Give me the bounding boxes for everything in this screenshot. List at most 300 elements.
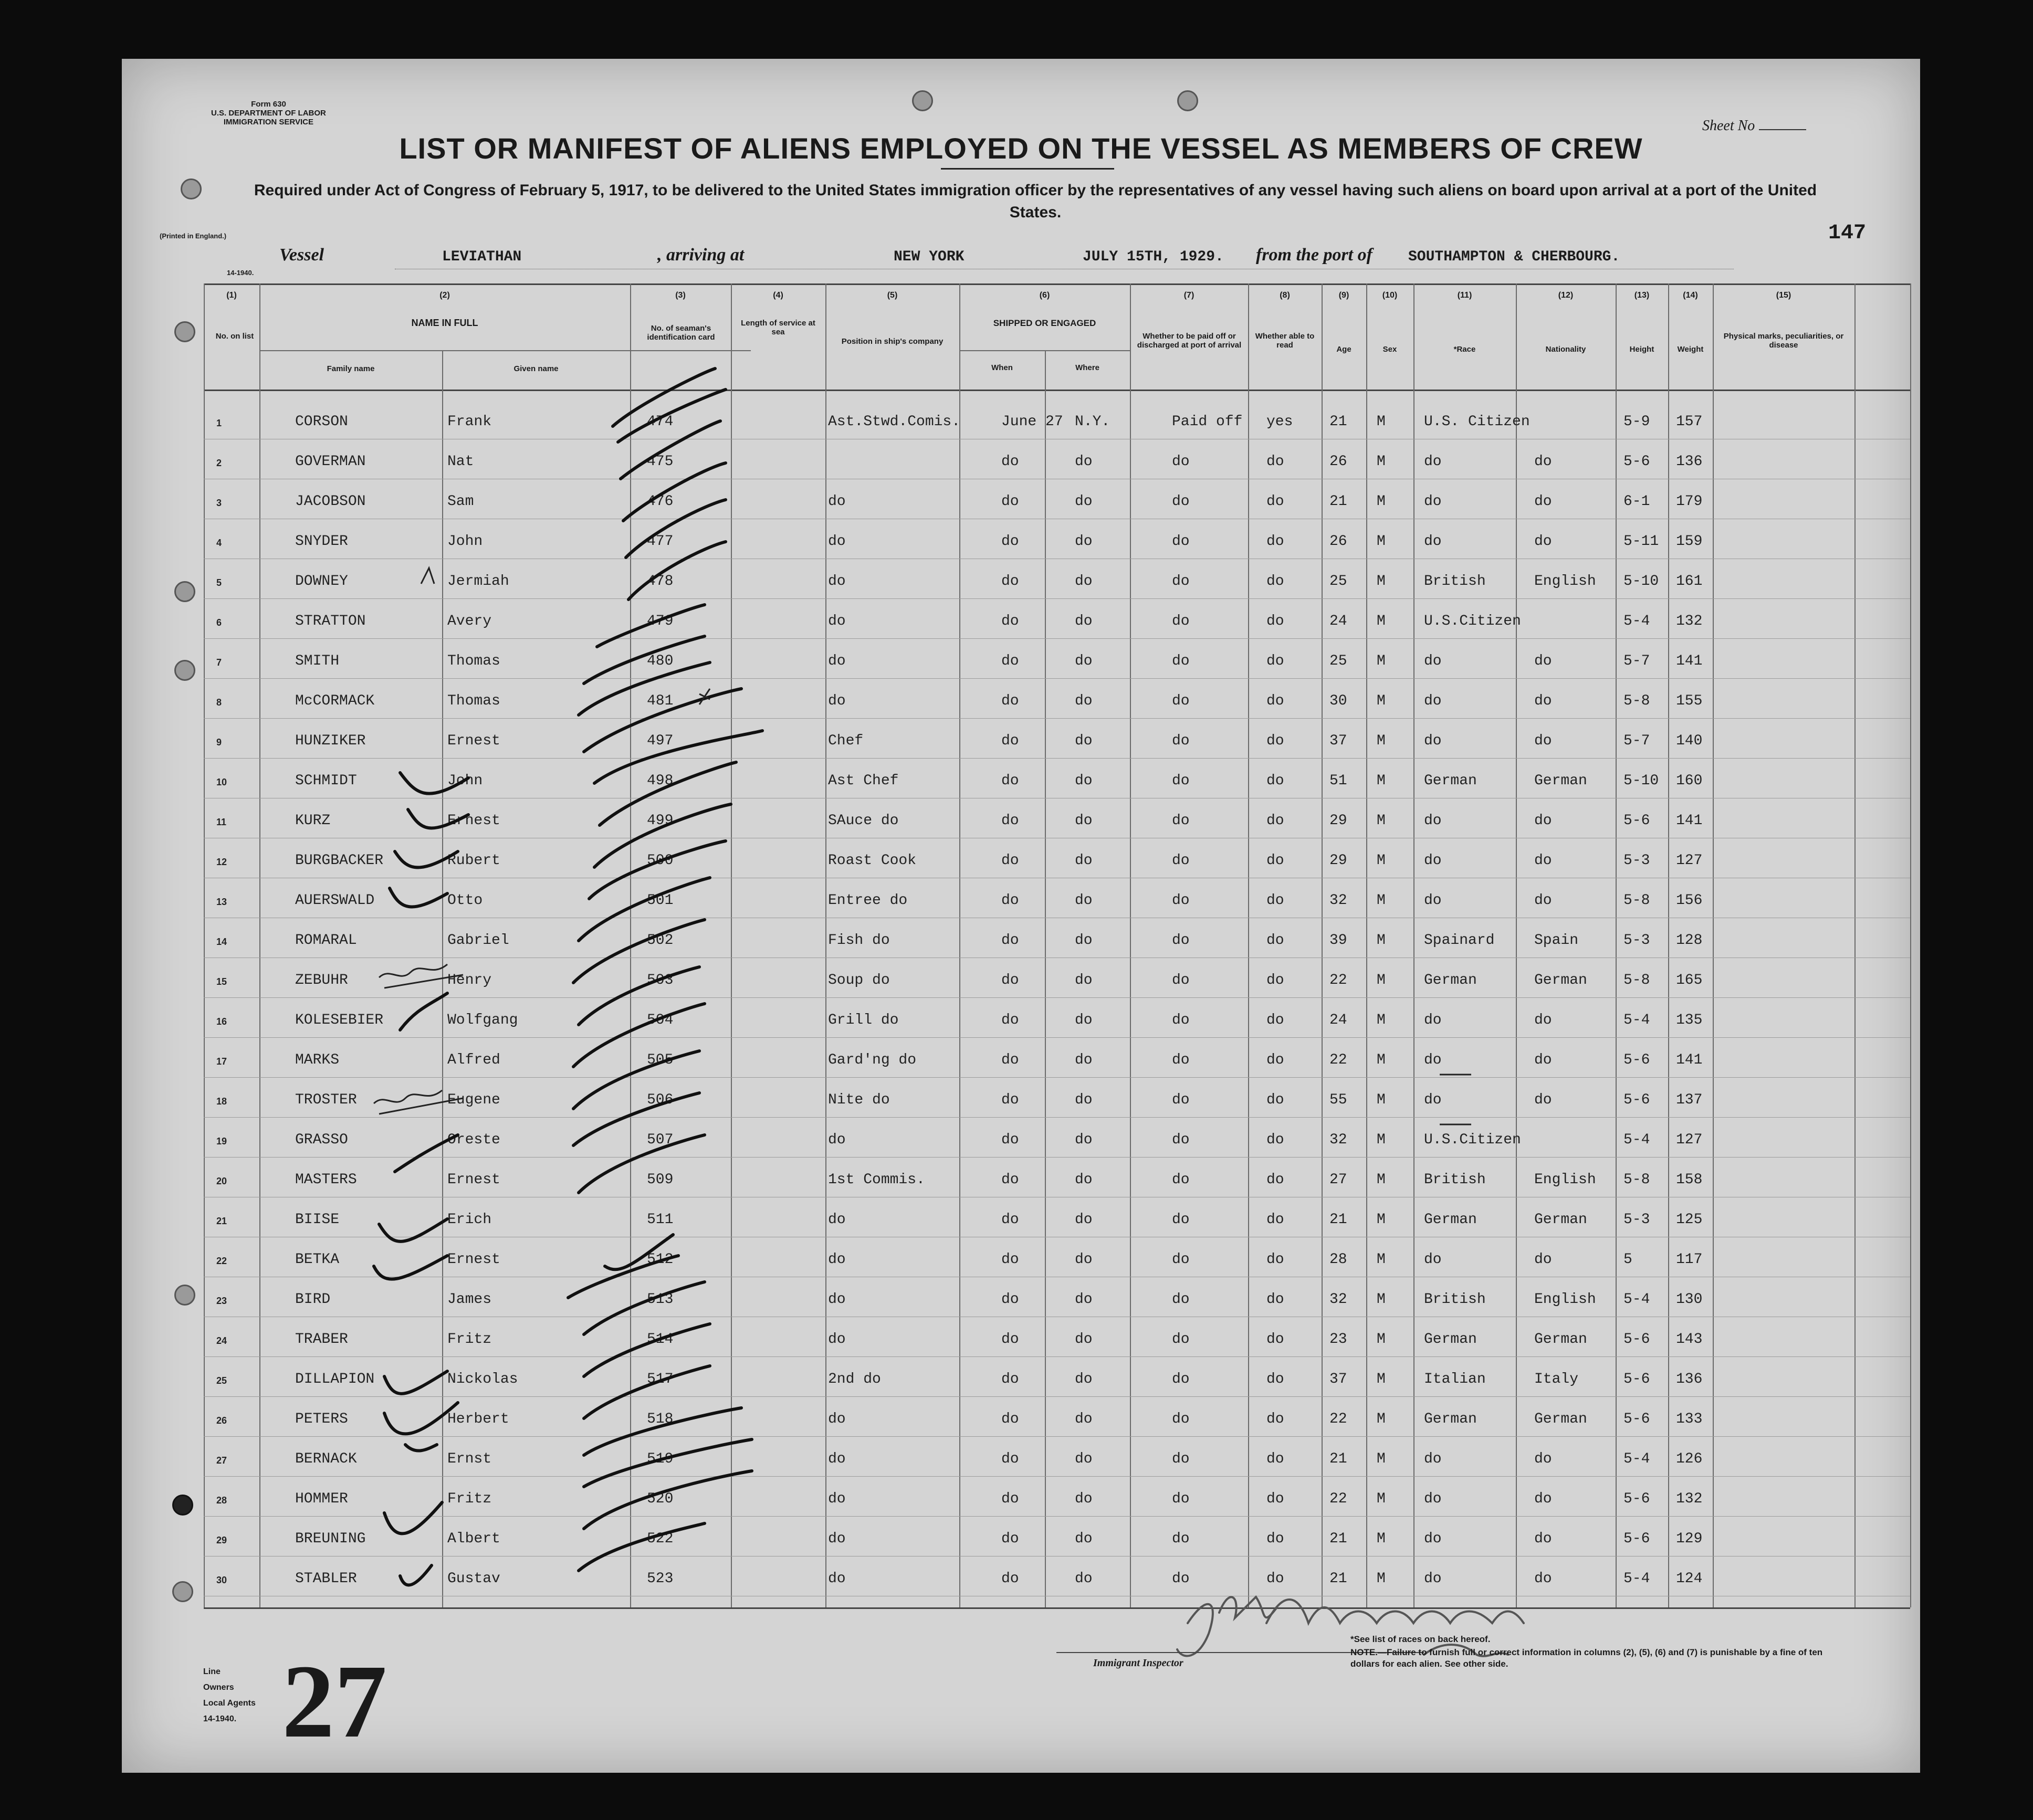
- height-cell: 5-8: [1623, 972, 1650, 988]
- given-name-cell: Nat: [447, 454, 474, 470]
- given-name-cell: James: [447, 1291, 492, 1308]
- sex-cell: M: [1377, 613, 1386, 629]
- race-cell: U.S. Citizen: [1424, 414, 1530, 430]
- check-mark: [379, 1219, 447, 1242]
- shipped-when-cell: do: [1001, 1052, 1019, 1068]
- position-cell: 1st Commis.: [828, 1172, 925, 1188]
- hdr-name-in-full: NAME IN FULL: [411, 318, 478, 328]
- nationality-cell: Spain: [1534, 932, 1579, 949]
- nationality-cell: German: [1534, 773, 1587, 789]
- height-cell: 5-6: [1623, 1491, 1650, 1507]
- height-cell: 5-10: [1623, 773, 1659, 789]
- age-cell: 22: [1329, 1411, 1347, 1427]
- from-port-label: from the port of: [1256, 245, 1372, 265]
- age-cell: 30: [1329, 693, 1347, 709]
- family-name-cell: ROMARAL: [295, 932, 357, 949]
- owners-label: Owners: [203, 1683, 234, 1692]
- row-number-cell: 8: [216, 697, 222, 708]
- row-number-cell: 12: [216, 857, 227, 867]
- given-name-cell: Erich: [447, 1212, 492, 1228]
- age-cell: 39: [1329, 932, 1347, 949]
- shipped-when-cell: do: [1001, 1411, 1019, 1427]
- race-cell: do: [1424, 733, 1442, 749]
- shipped-when-cell: do: [1001, 932, 1019, 949]
- nationality-cell: Italy: [1534, 1371, 1579, 1387]
- given-name-cell: Gustav: [447, 1571, 500, 1587]
- able-to-read-cell: do: [1266, 1172, 1284, 1188]
- row-number-cell: 14: [216, 937, 227, 947]
- race-cell: do: [1424, 1531, 1442, 1547]
- shipped-when-cell: do: [1001, 1291, 1019, 1308]
- shipped-when-cell: do: [1001, 1172, 1019, 1188]
- shipped-when-cell: do: [1001, 1371, 1019, 1387]
- sex-cell: M: [1377, 813, 1386, 829]
- printed-in: (Printed in England.): [160, 232, 227, 240]
- shipped-when-cell: do: [1001, 773, 1019, 789]
- nationality-cell: do: [1534, 653, 1552, 669]
- weight-cell: 159: [1676, 533, 1703, 550]
- id-card-number-cell: 503: [647, 972, 674, 988]
- service: IMMIGRATION SERVICE: [223, 118, 313, 127]
- row-number-cell: 5: [216, 577, 222, 588]
- family-name-cell: KURZ: [295, 813, 331, 829]
- hdr-no-on-list: No. on list: [215, 332, 254, 341]
- weight-cell: 155: [1676, 693, 1703, 709]
- position-cell: do: [828, 533, 846, 550]
- given-name-cell: Albert: [447, 1531, 500, 1547]
- nationality-cell: German: [1534, 1212, 1587, 1228]
- vessel-name: LEVIATHAN: [442, 249, 522, 265]
- given-name-cell: Avery: [447, 613, 492, 629]
- id-card-number-cell: 522: [647, 1531, 674, 1547]
- check-mark: [623, 463, 726, 521]
- paid-off-cell: do: [1172, 1212, 1190, 1228]
- race-cell: do: [1424, 1571, 1442, 1587]
- nationality-cell: do: [1534, 1012, 1552, 1028]
- given-name-cell: John: [447, 773, 483, 789]
- sex-cell: M: [1377, 892, 1386, 909]
- race-footnote: *See list of races on back hereof.: [1350, 1634, 1491, 1644]
- position-cell: do: [828, 1571, 846, 1587]
- row-number-cell: 1: [216, 418, 222, 428]
- weight-cell: 132: [1676, 1491, 1703, 1507]
- hdr-position: Position in ship's company: [841, 337, 944, 346]
- nationality-cell: English: [1534, 1291, 1596, 1308]
- check-mark: [584, 1366, 710, 1418]
- row-number-cell: 24: [216, 1335, 227, 1346]
- given-name-cell: Alfred: [447, 1052, 500, 1068]
- col-num: (11): [1457, 291, 1472, 300]
- row-number-cell: 22: [216, 1256, 227, 1266]
- id-card-number-cell: 520: [647, 1491, 674, 1507]
- id-card-number-cell: 481: [647, 693, 674, 709]
- race-cell: U.S.Citizen: [1424, 1132, 1521, 1148]
- race-cell: German: [1424, 773, 1477, 789]
- position-cell: SAuce do: [828, 813, 899, 829]
- paid-off-cell: do: [1172, 493, 1190, 510]
- able-to-read-cell: do: [1266, 892, 1284, 909]
- nationality-cell: do: [1534, 892, 1552, 909]
- shipped-when-cell: do: [1001, 1491, 1019, 1507]
- shipped-where-cell: do: [1075, 653, 1093, 669]
- sex-cell: M: [1377, 1331, 1386, 1348]
- hdr-physical: Physical marks, peculiarities, or disease: [1723, 332, 1844, 350]
- age-cell: 26: [1329, 454, 1347, 470]
- position-cell: Roast Cook: [828, 853, 917, 869]
- given-name-cell: Henry: [447, 972, 492, 988]
- sex-cell: M: [1377, 733, 1386, 749]
- able-to-read-cell: do: [1266, 813, 1284, 829]
- hdr-given-name: Given name: [514, 364, 559, 373]
- row-number-cell: 4: [216, 538, 222, 548]
- position-cell: do: [828, 693, 846, 709]
- weight-cell: 179: [1676, 493, 1703, 510]
- shipped-where-cell: do: [1075, 1291, 1093, 1308]
- age-cell: 21: [1329, 1531, 1347, 1547]
- height-cell: 5-8: [1623, 693, 1650, 709]
- footer-form-code: 14-1940.: [203, 1714, 237, 1723]
- race-cell: German: [1424, 1212, 1477, 1228]
- id-card-number-cell: 499: [647, 813, 674, 829]
- nationality-cell: do: [1534, 533, 1552, 550]
- nationality-cell: do: [1534, 693, 1552, 709]
- check-mark: [618, 390, 726, 442]
- position-cell: do: [828, 653, 846, 669]
- shipped-where-cell: do: [1075, 613, 1093, 629]
- shipped-when-cell: do: [1001, 653, 1019, 669]
- paid-off-cell: do: [1172, 853, 1190, 869]
- shipped-where-cell: do: [1075, 972, 1093, 988]
- from-port: SOUTHAMPTON & CHERBOURG.: [1408, 249, 1620, 265]
- shipped-where-cell: do: [1075, 1212, 1093, 1228]
- family-name-cell: JACOBSON: [295, 493, 366, 510]
- row-number-cell: 16: [216, 1016, 227, 1027]
- shipped-when-cell: June 27: [1001, 414, 1063, 430]
- weight-cell: 133: [1676, 1411, 1703, 1427]
- col-num: (10): [1382, 291, 1398, 300]
- manifest-sheet: [122, 59, 1920, 1773]
- given-name-cell: Ernest: [447, 813, 500, 829]
- check-mark: [400, 993, 447, 1030]
- check-mark: [579, 878, 710, 941]
- shipped-when-cell: do: [1001, 1571, 1019, 1587]
- nationality-cell: do: [1534, 1451, 1552, 1467]
- row-number-cell: 18: [216, 1096, 227, 1107]
- family-name-cell: CORSON: [295, 414, 348, 430]
- fine-note: NOTE.—Failure to furnish full or correct information in columns (2), (5), (6) and (7) is punishable by a fine of ten dollars for each alien. See other side.: [1350, 1647, 1823, 1669]
- id-card-number-cell: 511: [647, 1212, 674, 1228]
- height-cell: 5-4: [1623, 1132, 1650, 1148]
- family-name-cell: GOVERMAN: [295, 454, 366, 470]
- shipped-where-cell: do: [1075, 773, 1093, 789]
- position-cell: Nite do: [828, 1092, 890, 1108]
- paid-off-cell: do: [1172, 932, 1190, 949]
- age-cell: 24: [1329, 613, 1347, 629]
- height-cell: 5-10: [1623, 573, 1659, 590]
- family-name-cell: HOMMER: [295, 1491, 348, 1507]
- able-to-read-cell: do: [1266, 1012, 1284, 1028]
- paid-off-cell: do: [1172, 1291, 1190, 1308]
- shipped-when-cell: do: [1001, 1531, 1019, 1547]
- weight-cell: 135: [1676, 1012, 1703, 1028]
- height-cell: 5-4: [1623, 1291, 1650, 1308]
- able-to-read-cell: do: [1266, 1212, 1284, 1228]
- shipped-where-cell: do: [1075, 1132, 1093, 1148]
- weight-cell: 126: [1676, 1451, 1703, 1467]
- weight-cell: 137: [1676, 1092, 1703, 1108]
- nationality-cell: English: [1534, 1172, 1596, 1188]
- family-name-cell: DILLAPION: [295, 1371, 375, 1387]
- row-number-cell: 13: [216, 897, 227, 907]
- paid-off-cell: do: [1172, 1491, 1190, 1507]
- age-cell: 29: [1329, 853, 1347, 869]
- weight-cell: 141: [1676, 813, 1703, 829]
- id-card-number-cell: 505: [647, 1052, 674, 1068]
- vessel-label: Vessel: [279, 245, 324, 265]
- row-number-cell: 9: [216, 737, 222, 748]
- check-mark: [579, 662, 710, 715]
- hdr-age: Age: [1336, 345, 1351, 354]
- shipped-where-cell: do: [1075, 1172, 1093, 1188]
- weight-cell: 165: [1676, 972, 1703, 988]
- row-number-cell: 29: [216, 1535, 227, 1545]
- family-name-cell: TRABER: [295, 1331, 348, 1348]
- shipped-when-cell: do: [1001, 693, 1019, 709]
- page-title: LIST OR MANIFEST OF ALIENS EMPLOYED ON THE VESSEL AS MEMBERS OF CREW: [399, 132, 1643, 165]
- height-cell: 5-6: [1623, 1052, 1650, 1068]
- age-cell: 22: [1329, 1052, 1347, 1068]
- height-cell: 5-6: [1623, 1411, 1650, 1427]
- height-cell: 5-3: [1623, 853, 1650, 869]
- check-mark: [573, 1051, 699, 1109]
- row-number-cell: 10: [216, 777, 227, 787]
- col-num: (7): [1183, 291, 1194, 300]
- sex-cell: M: [1377, 1371, 1386, 1387]
- sex-cell: M: [1377, 533, 1386, 550]
- family-name-cell: STRATTON: [295, 613, 366, 629]
- id-card-number-cell: 509: [647, 1172, 674, 1188]
- race-cell: do: [1424, 892, 1442, 909]
- row-number-cell: 25: [216, 1375, 227, 1386]
- arriving-port: NEW YORK: [894, 249, 965, 265]
- family-name-cell: KOLESEBIER: [295, 1012, 384, 1028]
- row-number-cell: 19: [216, 1136, 227, 1146]
- able-to-read-cell: do: [1266, 1132, 1284, 1148]
- height-cell: 5-7: [1623, 653, 1650, 669]
- paid-off-cell: do: [1172, 1092, 1190, 1108]
- check-mark: [395, 1135, 458, 1172]
- given-name-cell: Rubert: [447, 853, 500, 869]
- paid-off-cell: do: [1172, 773, 1190, 789]
- check-mark: [605, 1235, 673, 1269]
- shipped-when-cell: do: [1001, 1331, 1019, 1348]
- given-name-cell: Gabriel: [447, 932, 509, 949]
- sex-cell: M: [1377, 1092, 1386, 1108]
- able-to-read-cell: do: [1266, 1531, 1284, 1547]
- able-to-read-cell: do: [1266, 1411, 1284, 1427]
- family-name-cell: TROSTER: [295, 1092, 357, 1108]
- age-cell: 24: [1329, 1012, 1347, 1028]
- paid-off-cell: do: [1172, 1132, 1190, 1148]
- paid-off-cell: Paid off: [1172, 414, 1243, 430]
- check-mark: [573, 1093, 699, 1145]
- id-card-number-cell: 498: [647, 773, 674, 789]
- able-to-read-cell: do: [1266, 1291, 1284, 1308]
- age-cell: 21: [1329, 414, 1347, 430]
- hdr-paid-off: Whether to be paid off or discharged at port of arrival: [1137, 332, 1242, 350]
- age-cell: 32: [1329, 1132, 1347, 1148]
- col-num: (12): [1558, 291, 1574, 300]
- line-number: 27: [282, 1644, 387, 1760]
- weight-cell: 143: [1676, 1331, 1703, 1348]
- paid-off-cell: do: [1172, 693, 1190, 709]
- race-cell: do: [1424, 1052, 1442, 1068]
- col-num: (2): [439, 291, 450, 300]
- shipped-when-cell: do: [1001, 493, 1019, 510]
- able-to-read-cell: do: [1266, 932, 1284, 949]
- given-name-cell: Oreste: [447, 1132, 500, 1148]
- col-num: (14): [1683, 291, 1698, 300]
- paid-off-cell: do: [1172, 733, 1190, 749]
- row-number-cell: 17: [216, 1056, 227, 1067]
- shipped-where-cell: do: [1075, 1331, 1093, 1348]
- family-name-cell: HUNZIKER: [295, 733, 366, 749]
- sex-cell: M: [1377, 653, 1386, 669]
- sex-cell: M: [1377, 693, 1386, 709]
- paid-off-cell: do: [1172, 613, 1190, 629]
- check-mark: [628, 542, 726, 599]
- id-card-number-cell: 475: [647, 454, 674, 470]
- race-cell: German: [1424, 1331, 1477, 1348]
- given-name-cell: Ernest: [447, 1251, 500, 1268]
- able-to-read-cell: yes: [1266, 414, 1293, 430]
- able-to-read-cell: do: [1266, 493, 1284, 510]
- check-mark: [579, 967, 699, 1025]
- shipped-where-cell: do: [1075, 1531, 1093, 1547]
- age-cell: 51: [1329, 773, 1347, 789]
- shipped-when-cell: do: [1001, 573, 1019, 590]
- sex-cell: M: [1377, 454, 1386, 470]
- row-number-cell: 6: [216, 617, 222, 628]
- sex-cell: M: [1377, 573, 1386, 590]
- department: U.S. DEPARTMENT OF LABOR: [211, 109, 326, 118]
- able-to-read-cell: do: [1266, 573, 1284, 590]
- sex-cell: M: [1377, 1172, 1386, 1188]
- page-number: 147: [1828, 222, 1867, 245]
- height-cell: 5-4: [1623, 1012, 1650, 1028]
- age-cell: 25: [1329, 573, 1347, 590]
- check-mark: [400, 1565, 432, 1585]
- race-cell: do: [1424, 813, 1442, 829]
- position-cell: do: [828, 613, 846, 629]
- col-num: (3): [675, 291, 686, 300]
- footer-labels: [203, 1664, 256, 1727]
- weight-cell: 125: [1676, 1212, 1703, 1228]
- shipped-when-cell: do: [1001, 454, 1019, 470]
- row-number-cell: 21: [216, 1216, 227, 1226]
- age-cell: 37: [1329, 733, 1347, 749]
- shipped-when-cell: do: [1001, 892, 1019, 909]
- height-cell: 5-6: [1623, 1331, 1650, 1348]
- family-name-cell: BURGBACKER: [295, 853, 384, 869]
- check-mark: [584, 1282, 705, 1334]
- age-cell: 37: [1329, 1371, 1347, 1387]
- shipped-where-cell: do: [1075, 533, 1093, 550]
- given-name-cell: Fritz: [447, 1491, 492, 1507]
- able-to-read-cell: do: [1266, 1331, 1284, 1348]
- nationality-cell: German: [1534, 1331, 1587, 1348]
- check-mark: [384, 1502, 442, 1533]
- family-name-cell: GRASSO: [295, 1132, 348, 1148]
- id-card-number-cell: 476: [647, 493, 674, 510]
- check-mark: [400, 773, 468, 794]
- hdr-sex: Sex: [1382, 345, 1397, 354]
- family-name-cell: SCHMIDT: [295, 773, 357, 789]
- height-cell: 5-3: [1623, 1212, 1650, 1228]
- position-cell: Ast.Stwd.Comis.: [828, 414, 961, 430]
- able-to-read-cell: do: [1266, 733, 1284, 749]
- race-cell: do: [1424, 1251, 1442, 1268]
- race-cell: do: [1424, 653, 1442, 669]
- check-mark: [408, 809, 468, 828]
- check-mark: [584, 1408, 741, 1455]
- given-name-cell: John: [447, 533, 483, 550]
- family-name-cell: BREUNING: [295, 1531, 366, 1547]
- race-cell: U.S.Citizen: [1424, 613, 1521, 629]
- paid-off-cell: do: [1172, 1012, 1190, 1028]
- shipped-when-cell: do: [1001, 972, 1019, 988]
- race-cell: do: [1424, 1491, 1442, 1507]
- check-mark: [584, 1471, 752, 1529]
- weight-cell: 141: [1676, 653, 1703, 669]
- sex-cell: M: [1377, 1491, 1386, 1507]
- row-number-cell: 3: [216, 498, 222, 508]
- sex-cell: M: [1377, 1291, 1386, 1308]
- shipped-when-cell: do: [1001, 1251, 1019, 1268]
- arriving-label: , arriving at: [657, 245, 745, 265]
- shipped-where-cell: do: [1075, 693, 1093, 709]
- weight-cell: 127: [1676, 1132, 1703, 1148]
- paid-off-cell: do: [1172, 573, 1190, 590]
- race-cell: Italian: [1424, 1371, 1486, 1387]
- col-num: (5): [887, 291, 898, 300]
- shipped-when-cell: do: [1001, 533, 1019, 550]
- id-card-number-cell: 512: [647, 1251, 674, 1268]
- weight-cell: 127: [1676, 853, 1703, 869]
- check-mark: [384, 1403, 458, 1434]
- height-cell: 5-6: [1623, 1092, 1650, 1108]
- race-cell: German: [1424, 1411, 1477, 1427]
- weight-cell: 158: [1676, 1172, 1703, 1188]
- hdr-height: Height: [1629, 345, 1654, 354]
- shipped-where-cell: do: [1075, 573, 1093, 590]
- id-card-number-cell: 504: [647, 1012, 674, 1028]
- age-cell: 25: [1329, 653, 1347, 669]
- sex-cell: M: [1377, 1571, 1386, 1587]
- shipped-where-cell: do: [1075, 1411, 1093, 1427]
- race-cell: British: [1424, 1291, 1486, 1308]
- hdr-able-read: Whether able to read: [1255, 332, 1315, 350]
- paid-off-cell: do: [1172, 1052, 1190, 1068]
- position-cell: 2nd do: [828, 1371, 881, 1387]
- paid-off-cell: do: [1172, 533, 1190, 550]
- able-to-read-cell: do: [1266, 1052, 1284, 1068]
- able-to-read-cell: do: [1266, 853, 1284, 869]
- age-cell: 32: [1329, 892, 1347, 909]
- check-mark: [374, 1256, 447, 1279]
- race-cell: German: [1424, 972, 1477, 988]
- weight-cell: 161: [1676, 573, 1703, 590]
